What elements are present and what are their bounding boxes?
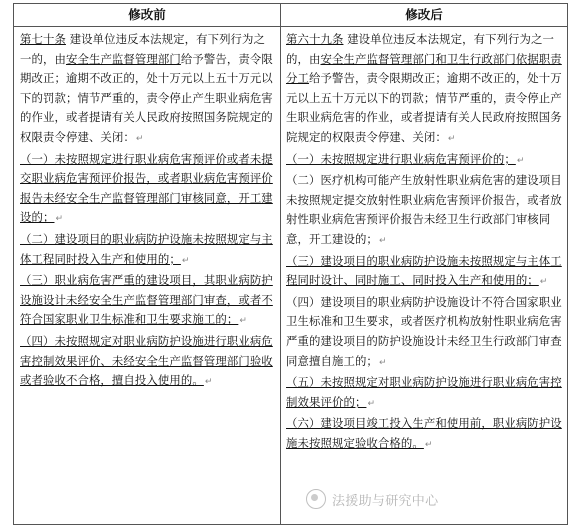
header-divider: [14, 26, 567, 27]
header-before: 修改前: [128, 7, 166, 22]
column-before: [20, 30, 274, 393]
article-intro-before: 第七十条 建设单位违反本法规定，有下列行为之一的，由安全生产监督管理部门给予警告，责令限期改正；逾期不改正的，处十万元以上五十万元以下的罚款；情节严重的，责令停止产生职业病危害的作业，或者提请有关人民政府按照国务院规定的权限责令停建、关闭：↵: [20, 32, 273, 144]
item-after-3: （三）建设项目的职业病防护设施未按照规定与主体工程同时设计、同时施工、同时投入生产和使用的；↵: [286, 253, 562, 288]
item-before-3: （三）职业病危害严重的建设项目，其职业病防护设施设计未经安全生产监督管理部门审查，或者不符合国家职业卫生标准和卫生要求施工的；↵: [20, 273, 273, 327]
article-number-before: 第七十条: [20, 32, 66, 46]
item-before-4: （四）未按照规定对职业病防护设施进行职业病危害控制效果评价、未经安全生产监督管理部门验收或者验收不合格，擅自投入使用的。↵: [20, 333, 273, 388]
watermark-text: 法援助与研究中心: [332, 493, 439, 509]
column-after: [286, 30, 564, 455]
wechat-logo-icon: [306, 489, 326, 509]
item-after-4: （四）建设项目的职业病防护设施设计不符合国家职业卫生标准和卫生要求，或者医疗机构放射性职业病危害严重的建设项目的防护设施设计未经卫生行政部门审查同意擅自施工的；↵: [286, 294, 562, 368]
article-intro-after: 第六十九条 建设单位违反本法规定，有下列行为之一的，由安全生产监督管理部门和卫生行政部门依据职责分工给予警告，责令限期改正；逾期不改正的，处十万元以上五十万元以下的罚款；情节严重的，责令停止产生职业病危害的作业，或者提请有关人民政府按照国务院规定的权限责令停建、关闭：↵: [286, 32, 562, 144]
item-after-5: （五）未按照规定对职业病防护设施进行职业病危害控制效果评价的；↵: [286, 375, 562, 409]
header-after: 修改后: [405, 7, 443, 22]
watermark: [306, 489, 438, 509]
authority-after: 安全生产监督管理部门和卫生行政部门依据职责分工: [286, 51, 562, 86]
comparison-table: [13, 3, 568, 525]
item-before-1: （一）未按照规定进行职业病危害预评价或者未提交职业病危害预评价报告，或者职业病危害预评价报告未经安全生产监督管理部门审核同意，开工建设的；↵: [20, 151, 273, 225]
article-number-after: 第六十九条: [286, 32, 344, 46]
item-after-1: （一）未按照规定进行职业病危害预评价的；↵: [286, 151, 525, 166]
column-divider: [280, 4, 281, 524]
item-before-2: （二）建设项目的职业病防护设施未按照规定与主体工程同时投入生产和使用的；↵: [20, 231, 273, 266]
authority-before: 安全生产监督管理部门: [65, 51, 181, 66]
item-after-6: （六）建设项目竣工投入生产和使用前，职业病防护设施未按照规定验收合格的。↵: [286, 416, 562, 450]
item-after-2: （二）医疗机构可能产生放射性职业病危害的建设项目未按照规定提交放射性职业病危害预评价报告，或者放射性职业病危害预评价报告未经卫生行政部门审核同意，开工建设的；↵: [286, 173, 562, 246]
